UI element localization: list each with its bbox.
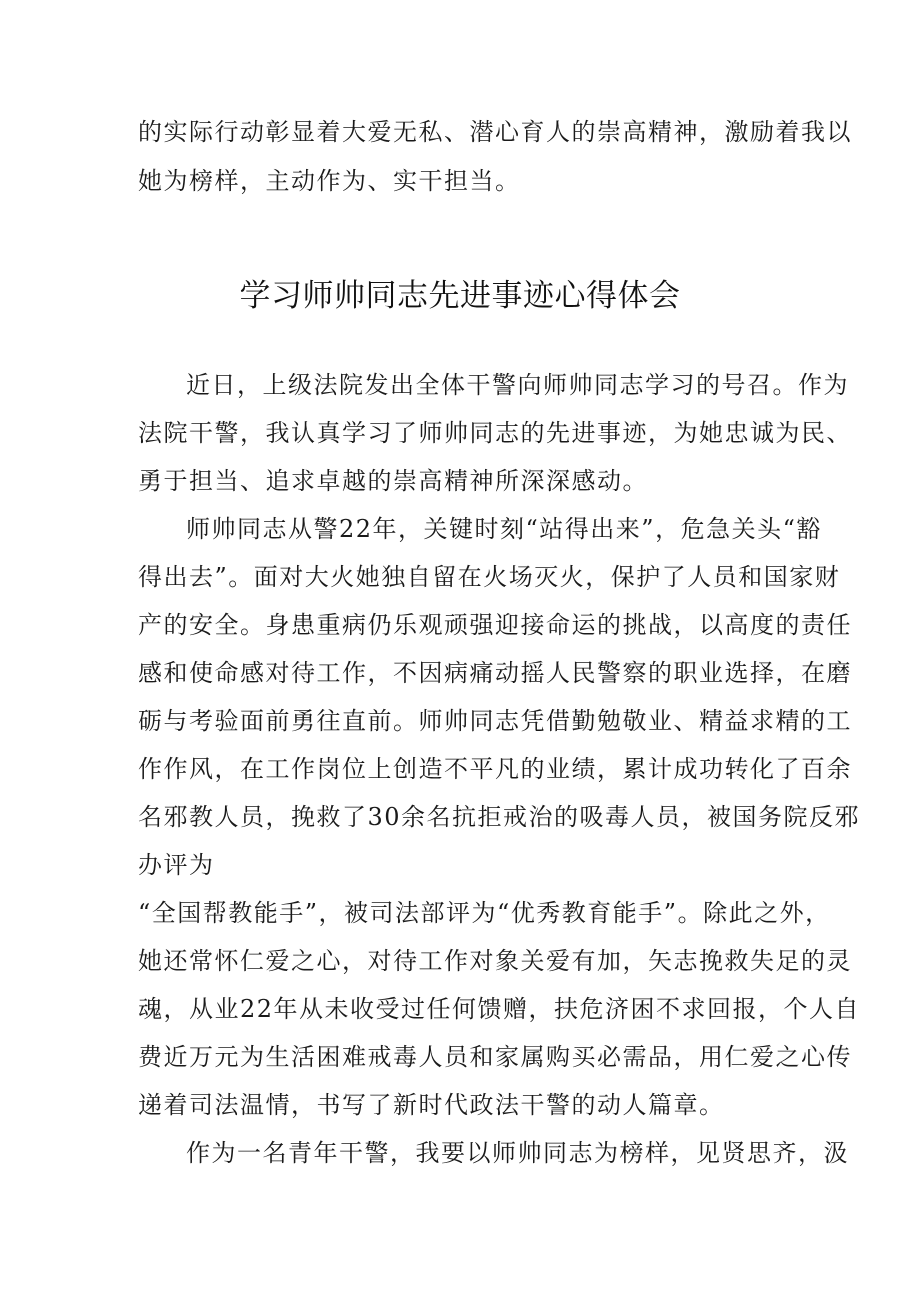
text-line: 师帅同志从警22年，关键时刻“站得出来”，危急关头“豁	[186, 515, 822, 543]
text-line: 的实际行动彰显着大爱无私、潜心育人的崇高精神，激励着我以	[138, 118, 852, 146]
text-line: 感和使命感对待工作，不因病痛动摇人民警察的职业选择，在磨	[138, 659, 852, 687]
text-line: 勇于担当、追求卓越的崇高精神所深深感动。	[138, 467, 648, 495]
text-line: 递着司法温情，书写了新时代政法干警的动人篇章。	[138, 1091, 725, 1119]
text-line: 砺与考验面前勇往直前。师帅同志凭借勤勉敬业、精益求精的工	[138, 707, 852, 735]
text-line: “全国帮教能手”，被司法部评为“优秀教育能手”。除此之外，	[138, 899, 831, 927]
text-line: 作作风，在工作岗位上创造不平凡的业绩，累计成功转化了百余	[138, 755, 852, 783]
text-line: 费近万元为生活困难戒毒人员和家属购买必需品，用仁爱之心传	[138, 1043, 852, 1071]
text-line: 法院干警，我认真学习了师帅同志的先进事迹，为她忠诚为民、	[138, 419, 852, 447]
text-line: 近日，上级法院发出全体干警向师帅同志学习的号召。作为	[186, 371, 849, 399]
article-title: 学习师帅同志先进事迹心得体会	[239, 278, 681, 314]
text-line: 办评为	[138, 851, 215, 879]
text-line: 她为榜样，主动作为、实干担当。	[138, 167, 521, 195]
text-line: 作为一名青年干警，我要以师帅同志为榜样，见贤思齐，汲	[186, 1139, 849, 1167]
text-line: 魂，从业22年从未收受过任何馈赠，扶危济困不求回报，个人自	[138, 995, 861, 1023]
text-line: 产的安全。身患重病仍乐观顽强迎接命运的挑战，以高度的责任	[138, 611, 852, 639]
text-line: 名邪教人员，挽救了30余名抗拒戒治的吸毒人员，被国务院反邪	[138, 803, 861, 831]
text-line: 得出去”。面对大火她独自留在火场灭火，保护了人员和国家财	[138, 563, 841, 591]
text-line: 她还常怀仁爱之心，对待工作对象关爱有加，矢志挽救失足的灵	[138, 947, 852, 975]
